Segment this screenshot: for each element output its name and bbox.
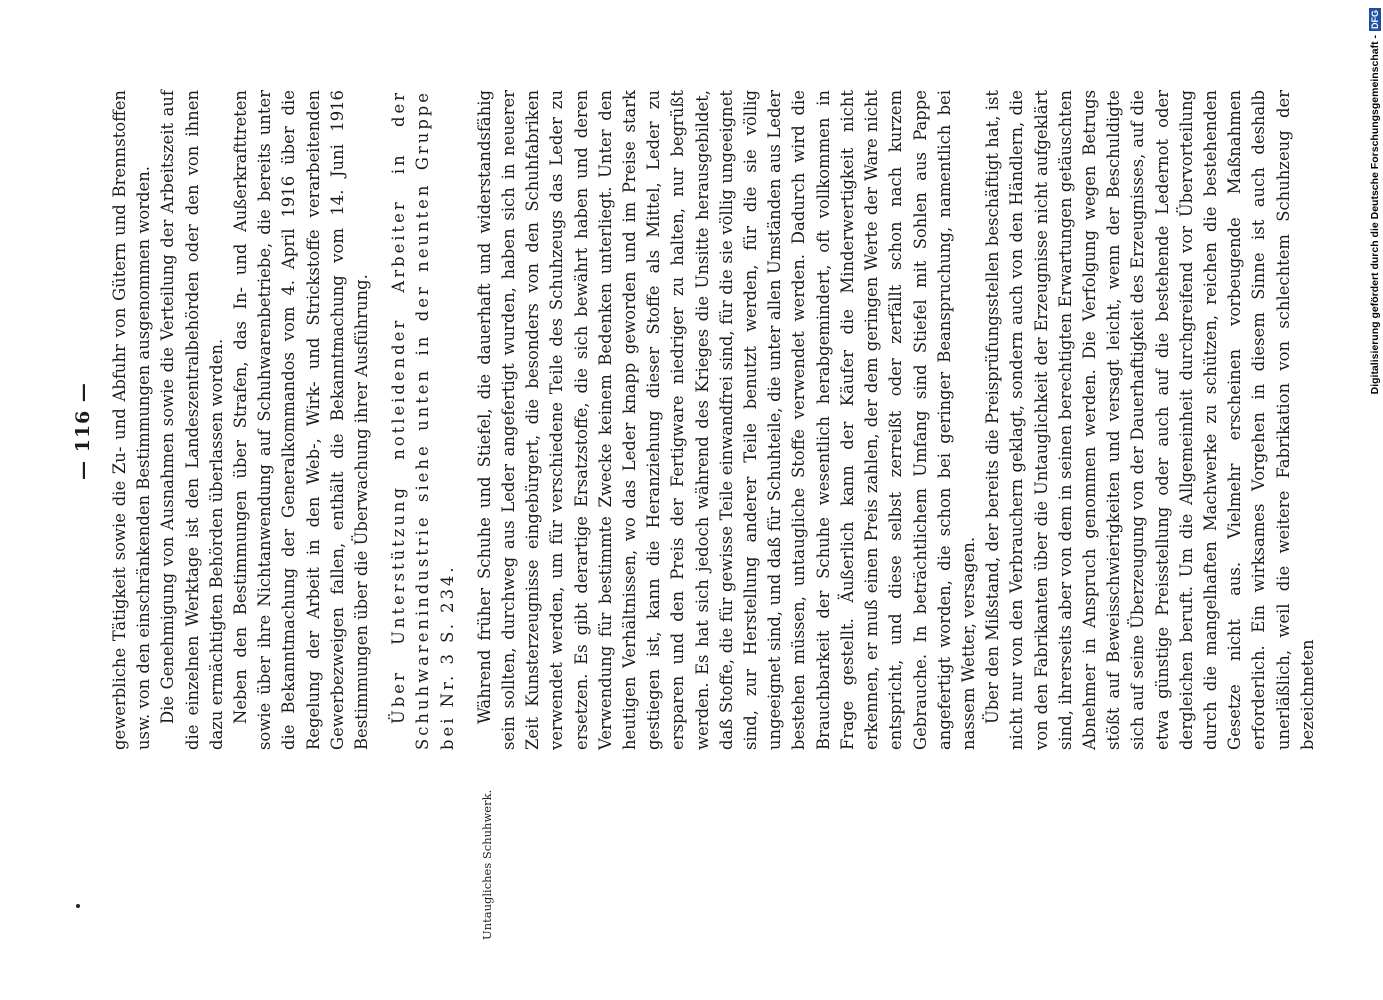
margin-note: Untaugliches Schuhwerk. <box>480 789 494 940</box>
dfg-notice-text: Digitalisierung gefördert durch die Deutsche Forschungsgemeinschaft - <box>1369 35 1381 395</box>
paragraph-support-reference: Über Unterstützung notleidender Arbeiter in der Schuhwarenindustrie siehe unten in der neunten Gruppe bei Nr. 3 S. 234. <box>389 90 457 750</box>
dfg-logo: DFG <box>1370 10 1380 29</box>
paragraph-exemptions: Die Genehmigung von Ausnahmen sowie die Verteilung der Arbeitszeit auf die einzelnen Werktage ist den Landeszentralbehörden oder den von ihnen dazu ermächtigten Behörden überlassen worden. <box>158 90 226 750</box>
dfg-funding-notice <box>1368 8 1382 992</box>
page-number: — 116 — <box>72 382 94 480</box>
body-text <box>108 90 1320 750</box>
margin-dot <box>76 904 80 908</box>
paragraph-penalties: Neben den Bestimmungen über Strafen, das In- und Außerkrafttreten sowie über ihre Nichtanwendung auf Schuhwarenbetriebe, die bereits unter die Bekanntmachung der Generalkommandos vom 4. April 1916 über die Regelung der Arbeit in den Web-, Wirk- und Strickstoffe verarbeitenden Gewerbezweigen fallen, enthält die Bekanntmachung vom 14. Juni 1916 Bestimmungen über die Überwachung ihrer Ausführung. <box>231 90 372 750</box>
paragraph-grievance: Über den Mißstand, der bereits die Preisprüfungsstellen beschäftigt hat, ist nicht nur von den Verbrauchern geklagt, sondern auch von den Händlern, die von den Fabrikanten über die Untauglichkeit der Erzeugnisse nicht aufgeklärt sind, ihrerseits aber von dem in seinen berechtigten Erwartungen getäuschten Abnehmer in Anspruch genommen werden. Die Verfolgung wegen Betrugs stößt auf Beweisschwierigkeiten und versagt leicht, wenn der Beschuldigte sich auf seine Überzeugung von der Dauerhaftigkeit des Erzeugnisses, auf die etwa günstige Preisstellung oder auch auf die bestehende Ledernot oder dergleichen beruft. Um die Allgemeinheit durchgreifend vor Übervorteilung durch die mangelhaften Machwerke zu schützen, reichen die bestehenden Gesetze nicht aus. Vielmehr erscheinen vorbeugende Maßnahmen erforderlich. Ein wirksames Vorgehen in diesem Sinne ist auch deshalb unerläßlich, weil die weitere Fabrikation von schlechtem Schuhzeug der bezeichneten <box>983 90 1317 750</box>
paragraph-shoe-substitutes: Während früher Schuhe und Stiefel, die dauerhaft und widerstandsfähig sein sollten, durchweg aus Leder angefertigt wurden, haben sich in neuerer Zeit Kunsterzeugnisse eingebürgert, die besonders von den Schuhfabriken verwendet werden, um für verschiedene Teile des Schuhzeugs das Leder zu ersetzen. Es gibt derartige Ersatzstoffe, die sich bewährt haben und deren Verwendung für bestimmte Zwecke keinem Bedenken unterliegt. Unter den heutigen Verhältnissen, wo das Leder knapp geworden und im Preise stark gestiegen ist, kann die Heranziehung dieser Stoffe als Mittel, Leder zu ersparen und den Preis der Fertigware niedriger zu halten, nur begrüßt werden. Es hat sich jedoch während des Krieges die Unsitte herausgebildet, daß Stoffe, die für gewisse Teile einwandfrei sind, für die sie völlig ungeeignet sind, zur Herstellung anderer Teile benutzt werden, für die sie völlig ungeeignet sind, und daß für Schuhteile, die unter allen Umständen aus Leder bestehen müssen, untaugliche Stoffe verwendet werden. Dadurch wird die Brauchbarkeit der Schuhe wesentlich herabgemindert, oft vollkommen in Frage gestellt. Äußerlich kann der Käufer die Minderwertigkeit nicht erkennen, er muß einen Preis zahlen, der dem geringen Werte der Ware nicht entspricht, und diese selbst zerreißt oder zerfällt schon nach kurzem Gebrauche. In beträchtlichem Umfang sind Stiefel mit Sohlen aus Pappe angefertigt worden, die schon bei geringer Beanspruchung, namentlich bei nassem Wetter, versagen. <box>474 90 978 750</box>
paragraph-continuation: gewerbliche Tätigkeit sowie die Zu- und Abfuhr von Gütern und Brennstoffen usw. von den einschränkenden Bestimmungen ausgenommen worden. <box>110 90 154 750</box>
